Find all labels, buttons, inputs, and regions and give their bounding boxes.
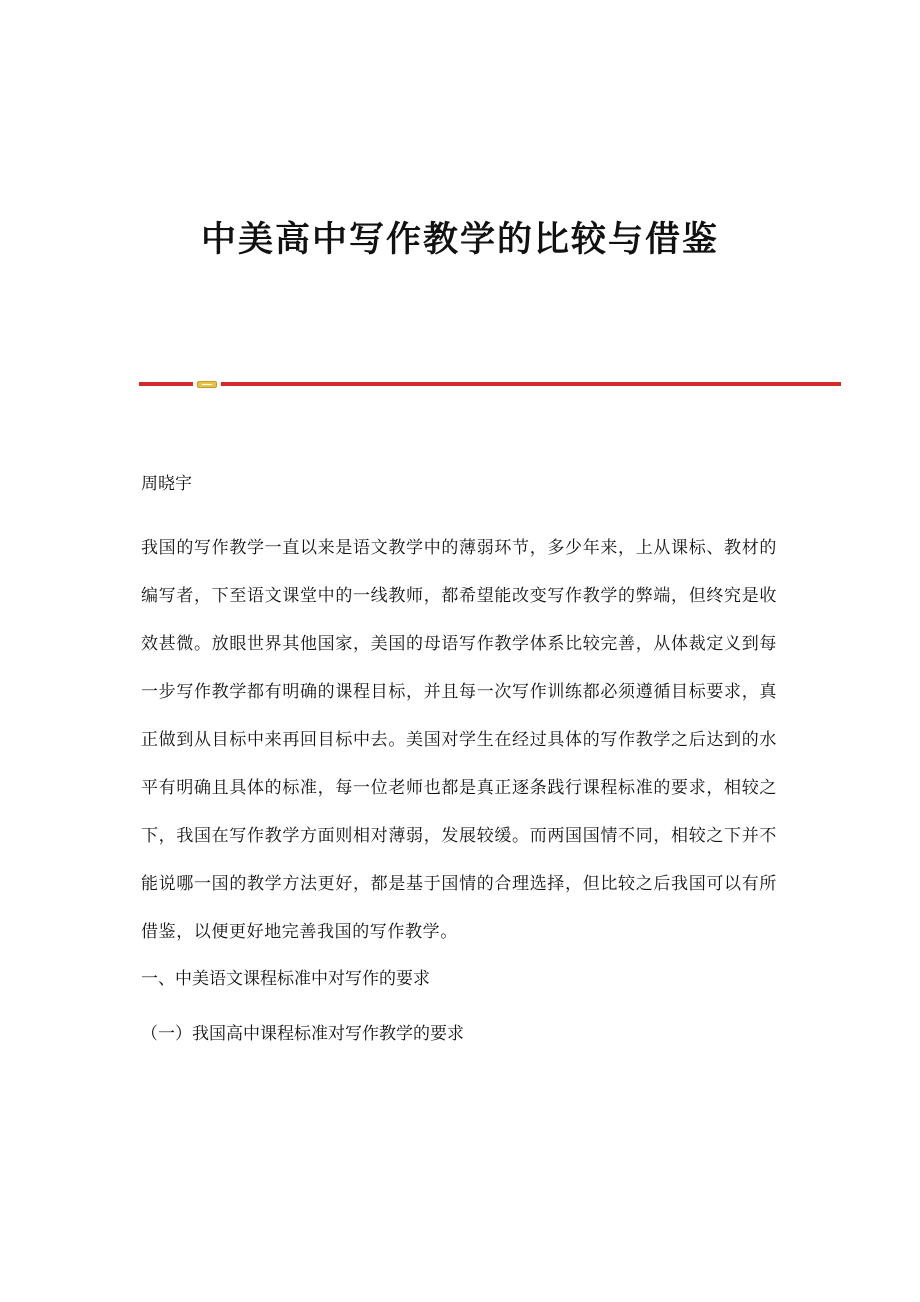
divider-bar-left — [139, 382, 193, 386]
intro-paragraph: 我国的写作教学一直以来是语文教学中的薄弱环节，多少年来，上从课标、教材的编写者，下至语文课堂中的一线教师，都希望能改变写作教学的弊端，但终究是收效甚微。放眼世界其他国家，美国的母语写作教学体系比较完善，从体裁定义到每一步写作教学都有明确的课程目标，并且每一次写作训练都必须遵循目标要求，真正做到从目标中来再回目标中去。美国对学生在经过具体的写作教学之后达到的水平有明确且具体的标准，每一位老师也都是真正逐条践行课程标准的要求，相较之下，我国在写作教学方面则相对薄弱，发展较缓。而两国国情不同，相较之下并不能说哪一国的教学方法更好，都是基于国情的合理选择，但比较之后我国可以有所借鉴，以便更好地完善我国的写作教学。 — [141, 538, 777, 942]
divider-bar-right — [221, 382, 841, 386]
author-name: 周晓宇 — [141, 474, 192, 494]
section-heading: 一、中美语文课程标准中对写作的要求 — [141, 969, 430, 989]
title-divider — [139, 380, 841, 390]
divider-ornament-icon — [197, 381, 217, 388]
subsection-heading: （一）我国高中课程标准对写作教学的要求 — [141, 1024, 464, 1044]
document-title: 中美高中写作教学的比较与借鉴 — [200, 219, 719, 260]
